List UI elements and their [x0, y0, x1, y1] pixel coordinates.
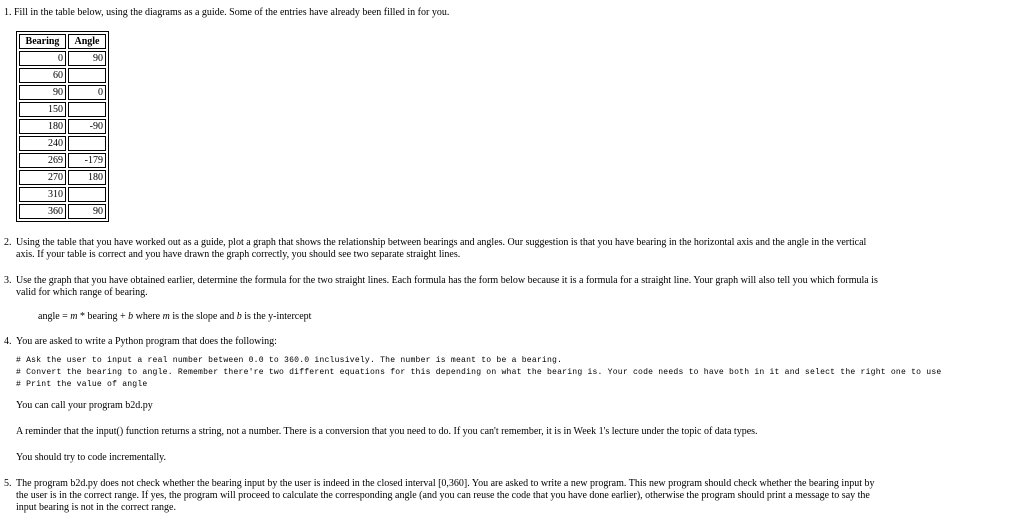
angle-cell[interactable]	[68, 68, 106, 83]
intercept-symbol: b	[236, 311, 242, 322]
question-3-line-1: Use the graph that you have obtained earlier, determine the formula for the two straight lines. Each formula has the form below because it is a formula for a straight line. Your graph will also tell you which formula is	[16, 275, 878, 286]
bearing-cell: 360	[19, 204, 66, 219]
code-comment-line: # Print the value of angle	[16, 380, 148, 389]
intercept-symbol: b	[128, 311, 134, 322]
table-row	[19, 68, 106, 83]
slope-symbol: m	[70, 311, 78, 322]
question-1	[4, 7, 449, 19]
question-5-line-1: The program b2d.py does not check whether the bearing input by the user is indeed in the closed interval [0,360]. You are asked to write a new program. This new program should check whether the bearing input by	[16, 478, 875, 489]
paragraph-incremental: You should try to code incrementally.	[16, 452, 166, 463]
angle-cell[interactable]	[68, 102, 106, 117]
bearing-cell: 240	[19, 136, 66, 151]
paragraph-input-reminder: A reminder that the input() function returns a string, not a number. There is a conversion that you need to do. If you can't remember, it is in Week 1's lecture under the topic of data types.	[16, 426, 758, 437]
table-row	[19, 119, 106, 134]
table-row	[19, 170, 106, 185]
angle-cell[interactable]: 0	[68, 85, 106, 100]
paragraph-program-name: You can call your program b2d.py	[16, 400, 153, 411]
formula-line	[38, 311, 311, 323]
table-row	[19, 187, 106, 202]
question-2-number: 2.	[4, 237, 12, 248]
angle-cell[interactable]: 180	[68, 170, 106, 185]
question-5-number: 5.	[4, 478, 12, 489]
bearing-cell: 0	[19, 51, 66, 66]
bearing-cell: 60	[19, 68, 66, 83]
bearing-cell: 150	[19, 102, 66, 117]
table-row	[19, 85, 106, 100]
question-1-text: Fill in the table below, using the diagrams as a guide. Some of the entries have already been filled in for you.	[14, 7, 450, 18]
bearing-angle-table	[16, 31, 109, 222]
formula-part: * bearing +	[77, 311, 129, 322]
bearing-cell: 269	[19, 153, 66, 168]
table-row	[19, 204, 106, 219]
question-2-line-1: Using the table that you have worked out as a guide, plot a graph that shows the relationship between bearings and angles. Our suggestion is that you have bearing in the horizontal axis and the angle in the vertical	[16, 237, 867, 248]
bearing-cell: 310	[19, 187, 66, 202]
code-comment-line: # Convert the bearing to angle. Remember there're two different equations for this depending on what the bearing is. Your code needs to have both in it and select the right one to use	[16, 368, 942, 377]
formula-part: is the slope and	[169, 311, 237, 322]
table-row	[19, 136, 106, 151]
angle-column-header: Angle	[68, 34, 106, 49]
table-header-row	[19, 34, 106, 49]
angle-cell[interactable]: 90	[68, 51, 106, 66]
angle-cell[interactable]	[68, 187, 106, 202]
question-2-line-2: axis. If your table is correct and you have drawn the graph correctly, you should see two separate straight lines.	[16, 249, 461, 260]
question-1-number: 1.	[4, 7, 12, 18]
bearing-cell: 180	[19, 119, 66, 134]
table-row	[19, 153, 106, 168]
bearing-cell: 270	[19, 170, 66, 185]
formula-part: angle =	[38, 311, 71, 322]
bearing-cell: 90	[19, 85, 66, 100]
formula-part: is the y-intercept	[241, 311, 312, 322]
table-row	[19, 51, 106, 66]
angle-cell[interactable]	[68, 136, 106, 151]
table-row	[19, 102, 106, 117]
question-5-line-3: input bearing is not in the correct range.	[16, 502, 176, 513]
question-3-number: 3.	[4, 275, 12, 286]
code-comment-line: # Ask the user to input a real number between 0.0 to 360.0 inclusively. The number is meant to be a bearing.	[16, 356, 563, 365]
angle-cell[interactable]: -179	[68, 153, 106, 168]
question-3-line-2: valid for which range of bearing.	[16, 287, 148, 298]
slope-symbol: m	[162, 311, 170, 322]
bearing-column-header: Bearing	[19, 34, 66, 49]
question-4-text: You are asked to write a Python program that does the following:	[16, 336, 277, 347]
angle-cell[interactable]: 90	[68, 204, 106, 219]
formula-part: where	[133, 311, 163, 322]
question-4-number: 4.	[4, 336, 12, 347]
question-5-line-2: the user is in the correct range. If yes, the program will proceed to calculate the corresponding angle (and you can reuse the code that you have done earlier), otherwise the program should print a message to say the	[16, 490, 870, 501]
angle-cell[interactable]: -90	[68, 119, 106, 134]
